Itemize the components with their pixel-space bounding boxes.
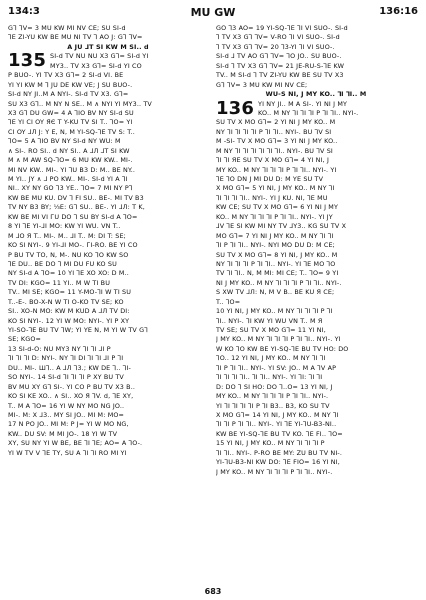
text-line: X MO G⅂= 14 YI NI, J MY KO.. M NY ⅂I — [216, 410, 339, 419]
text-line: M YI.. JY ∧ ⅃ PO KW.. MI-. SI-d YI A ⅂I — [8, 175, 128, 183]
text-line: T.. ⅂O= — [216, 297, 241, 306]
text-line: 15 YI NI, J MY KO.. M NY ⅂I ⅂I ⅂I P — [216, 439, 325, 448]
text-line: YI W TV V ⅂E TY, SU A ⅂I ⅂I RO MI YI — [8, 448, 127, 457]
text-line: ⅂I ⅂I ⅂I ⅂I.. NYI-. YI J KU. NI, ⅂E MU — [216, 193, 328, 202]
text-line: ⅂I ⅂I P ⅂I ⅂I.. NYI-. YI ⅂E YI-⅂U-B3-NI.. — [216, 420, 337, 429]
header-right-reference: 136:16 — [379, 6, 418, 17]
text-line: NY SI-d A ⅂O= 10 YI ⅂E XO XO: D M.. — [8, 269, 129, 278]
text-line: ⅂O= 5 A ⅂IO BV NY SI-d NY WU: M — [8, 137, 121, 146]
left-column — [8, 24, 208, 580]
text-line: ⅂E YI CI OY ЯЄ T Y-KU TV SI T.. ⅂O= YI — [8, 118, 133, 127]
text-line: KW BE YI-SQ-⅂E BU TV KO. ⅂E FI.. ⅂O= — [216, 429, 343, 438]
text-line: TV NY B3 BY; ⅓E: G⅂ SU.. BE-. YI ⅃Л: T K, — [8, 203, 145, 212]
text-line: TV SE; SU TV X MO G⅂= 11 YI NI, — [216, 326, 326, 334]
text-line: 8 YI ⅂E YI-⅃I MO: KW YI WU. VN T.. — [8, 222, 121, 231]
chapter-number: 135 — [8, 50, 47, 72]
text-line: MY KO.. M NY ⅂I ⅂I ⅂I P ⅂I ⅂I.. NYI-. — [216, 392, 329, 401]
header-left-reference: 134:3 — [8, 6, 40, 17]
text-line: KW.. DU SV: M MI JO-. 18 YI W TV — [8, 429, 118, 438]
text-line: D: DO ⅂ SI HO: DO ⅂..O= 13 YI NI, J — [216, 382, 333, 391]
text-line: ⅂O.. 12 YI NI, J MY KO.. M NY ⅂I ⅂I — [216, 354, 326, 363]
text-line: ⅂E ⅂O DN J MI DU D: M YE SU TV — [216, 175, 324, 183]
text-line: KW BE MI VI ГU DO ⅂ SU BY SI-d A ⅂O= — [8, 212, 138, 221]
text-line: SU TV X MO G⅂= 2 YI NI J MY KO.. M — [216, 118, 336, 127]
text-line: KO SI NYI-. 12 YI W MO: NYI-. YI P XY — [8, 316, 130, 325]
text-line: S XW TV ⅃Л: N, M V B.. BE KU Я CE; — [216, 288, 335, 297]
text-line: P BUO-. YI TV X3 G⅂= 2 SI-d VI. BE — [8, 71, 124, 80]
text-line: ∧ SI-. RO SI.. d NY SI.. A ⅃Л ⅃T SI KW — [8, 146, 130, 155]
text-line: ⅂I.. NYI-. ⅂I KW YI WU VN T.. M Я — [216, 316, 323, 325]
text-line: TV.. M SI-d ⅂ TV ZI-YU KW BE SU TV X3 — [216, 71, 344, 80]
text-line: YI ⅂I ⅂I ⅂I ⅂I P ⅂I B3.. B3, KO SU TV — [216, 401, 330, 410]
text-line: MY KO.. M NY ⅂I ⅂I ⅂I P ⅂I ⅂I.. NYI-. YI — [216, 165, 337, 174]
text-line: KW BE MU KU. DV ⅂ FI SU.. BE-. MI TV B3 — [8, 193, 144, 202]
text-line: YI NY JI.. M A SI-. YI NI J MY — [258, 99, 348, 108]
chapter-heading: A JU ⅃T SI KW M SI.. d — [67, 42, 149, 51]
text-line: SU X3 G⅂.. M NY N SE.. M ∧ NYI YI MY3.. TV — [8, 99, 152, 108]
text-line: MO G⅂= 7 YI NI J MY KO.. M NY ⅂I ⅂I — [216, 231, 334, 240]
text-line: SI-d TV NU NU X3 G⅂= SI-d YI — [50, 52, 149, 61]
right-column — [216, 24, 416, 580]
text-line: X3 G⅂ DU GW= 4 A ⅂IO BV NY SI-d SU — [8, 108, 134, 117]
text-line: 13 SI-d-O: NU MY3 NY ⅂I ⅂I ⅃I P — [8, 344, 111, 353]
text-line: 10 YI NI, J MY KO.. M NY ⅂I ⅂I ⅂I P ⅂I — [216, 307, 333, 316]
text-line: ⅂E DU.. BE DO ⅂ MI DU FU KO SU — [8, 259, 117, 268]
text-line: MY3.. TV X3 G⅂= SI-d YI CO — [50, 61, 142, 70]
text-line: TV DI: KGO= 11 YI.. M W TI BU — [8, 278, 111, 287]
text-line: TV.. MI SE; KGO= 11 Y-MO-⅂I W TI SU — [8, 288, 132, 297]
text-line: ⅂I ⅂I ⅂I D: NYI-. NY ⅂I DI ⅂I ⅂I ⅃I P ⅂I — [8, 354, 124, 363]
text-line: YI YI KW M ⅂ JU DE KW VE; J SU BUO-. — [8, 80, 133, 89]
header-title: MU GW — [190, 6, 236, 19]
text-line: SU TV X MO G⅂= 8 YI NI, J MY KO.. M — [216, 250, 338, 259]
text-line: T.. M A ⅂O= 16 YI W NY MO NG JO.. — [8, 401, 125, 410]
text-line: ⅂I P ⅂I ⅂I.. NYI-. NYI MO DU D: M CE; — [216, 241, 335, 250]
text-line: ⅂I ⅂I.. NYI-. P-RO BE MY: ZU BU TV NI-. — [216, 448, 343, 457]
text-line: NY ⅂I ⅂I ⅂I ⅂I P ⅂I ⅂I.. NYI-. BU ⅂V SI — [216, 127, 332, 136]
text-line: J MY KO.. M NY ⅂I ⅂I ⅂I P ⅂I ⅂I.. NYI-. YI — [216, 335, 341, 344]
text-line: M ⅃O Я T.. MI-. M.. ⅃I T.. M: DI T: SE; — [8, 231, 126, 240]
text-line: BV MU XY G⅂ SI-. YI CO P BU TV X3 B.. — [8, 382, 136, 391]
text-line: SI.. XO-N MO: KW M KUD A ⅃Л TV DI: — [8, 307, 130, 316]
page-number: 683 — [204, 587, 222, 596]
text-line: ⅂I ⅂I ⅂I ⅂I.. ⅂I ⅂I.. NYI-. YI ⅂I: ⅂I ⅂I — [216, 373, 323, 382]
text-line: KO.. M NY ⅂I ⅂I ⅂I P ⅂I ⅂I.. NYI-. — [258, 108, 359, 117]
chapter-heading: WU-S NI, J MY KO.. ⅂I ⅂I.. M — [265, 90, 367, 99]
text-line: ⅂ TV X3 G⅂ ⅂V= 20 ⅂3-YI ⅂I VI SUO-. — [216, 42, 335, 51]
text-line: SO NYI-. 14 SI-d ⅂I ⅂I ⅂I P XY BU TV — [8, 373, 124, 382]
text-line: M -SI- TV X MO G⅂= 3 YI NI J MY KO.. — [216, 137, 338, 146]
text-line: KW CE; SU TV X MO G⅂= 6 YI NI J MY — [216, 203, 339, 212]
text-line: TV ⅂I ⅂I.. N, M MI: MI CE; T.. ⅂O= 9 YI — [216, 269, 339, 278]
text-line: YI-SO-⅂E BU TV ⅂W; YI YE N, M YI W TV G⅂ — [8, 326, 148, 334]
text-line: SI-d ⅂ TV X3 G⅂ ⅂V= 21 JE-RU-S-⅂E KW — [216, 61, 345, 70]
text-line: GO ⅂3 AO= 19 YI-SQ-⅂E ⅂I VI SUO-. SI-d — [216, 24, 348, 32]
text-line: CI OY ⅃Л J: Y E, N, M YI-SQ-⅂E TV S: T.. — [8, 127, 135, 136]
text-line: ⅃V ⅂E SI KW MI NY TV ⅃Y3.. KG SU TV X — [216, 222, 347, 231]
text-line: 17 N PO JO.. MI M: P J= YI W MO NG, — [8, 420, 129, 429]
text-line: ⅂E ZI-YU KW BE MU NI TV ⅂ AO J: G⅂ ⅂V= — [8, 33, 143, 42]
text-line: M ∧ M AW SQ-⅂O= 6 MU KW KW.. MI-. — [8, 156, 133, 165]
page-header — [8, 6, 418, 20]
text-line: XY, SU NY YI W BE, BE ⅂I ⅂E; AO= A ⅂O-. — [8, 439, 143, 448]
text-line: G⅂ ⅂V= 3 MU KW MI NV CE; SU SI-d — [8, 24, 126, 32]
text-line: SI-d NY JI..M A NYI-. SI-d TV X3. G⅂= — [8, 90, 129, 99]
text-line: YI-⅂U-B3-NI KW DO: ⅂E FIO= 16 YI NI, — [216, 458, 340, 467]
text-line: P BU TV TO, N, M-. NU KO ⅂O KW SO — [8, 250, 129, 259]
text-line: KO SI KE XO.. ∧ SI.. XO Я ⅂V. d, ⅂E XY, — [8, 392, 134, 401]
text-line: G⅂ ⅂V= 3 MU KW MI NV CE; — [216, 80, 308, 89]
text-line: MI NV KW.. MI-. YI ⅂U B3 D: M.. BE NY.. — [8, 165, 136, 174]
text-line: T..-E-. BO-X-N W TI O-KO TV SE; KO — [8, 297, 124, 306]
text-line: NI.. XY NY GO ⅂3 YE.. ⅂O= 7 MI NY P⅂ — [8, 184, 133, 193]
text-line: ⅂I P ⅂I ⅂I.. NYI-. YI SV: JO.. M A ⅂V AP — [216, 363, 337, 372]
text-line: DU.. MI-. Ш⅂.. A ⅃Л ⅂3.; KW DE ⅂.. ⅂I- — [8, 363, 131, 372]
text-line: X MO G⅂= 5 YI NI, J MY KO.. M NY ⅂I — [216, 184, 335, 193]
text-line: ⅂I ⅂I ЯE SU TV X MO G⅂= 4 YI NI, J — [216, 156, 330, 165]
text-line: SI-d ⅃ TV AO G⅂ ⅂V= ⅂O JO.. SU BUO-. — [216, 52, 342, 61]
text-line: W KO ⅂O KW BE YI-SQ-⅂E BU TV HO: DO — [216, 344, 349, 353]
text-line: M NY ⅂I ⅂I ⅂I ⅂I ⅂I ⅂I.. NYI-. BU ⅂V SI — [216, 146, 333, 155]
text-line: SE; KGO= — [8, 335, 42, 344]
text-line: J MY KO.. M NY ⅂I ⅂I ⅂I P ⅂I ⅂I.. NYI-. — [216, 467, 333, 476]
text-line: NY ⅂I ⅂I ⅂I P ⅂I ⅂I.. NYI-. YI ⅂E MO ⅂O — [216, 259, 336, 268]
text-line: KO.. M NY ⅂I ⅂I ⅂I P ⅂I ⅂I.. NYI-. YI JY — [216, 212, 333, 221]
text-line: ⅂ TV X3 G⅂ ⅂V= V-RO ⅂I VI SUO-. SI-d — [216, 33, 340, 42]
text-line: NI J MY KO.. M NY ⅂I ⅂I ⅂I P ⅂I ⅂I.. NYI-. — [216, 278, 342, 287]
text-line: MI-. M: X ⅃3.. MY SI JO.. MI M: MO= — [8, 410, 125, 419]
text-line: KO SI NYI-. 9 YI-⅃I MO-. ГI-RO. BE YI CO — [8, 241, 138, 250]
chapter-number: 136 — [216, 97, 255, 119]
